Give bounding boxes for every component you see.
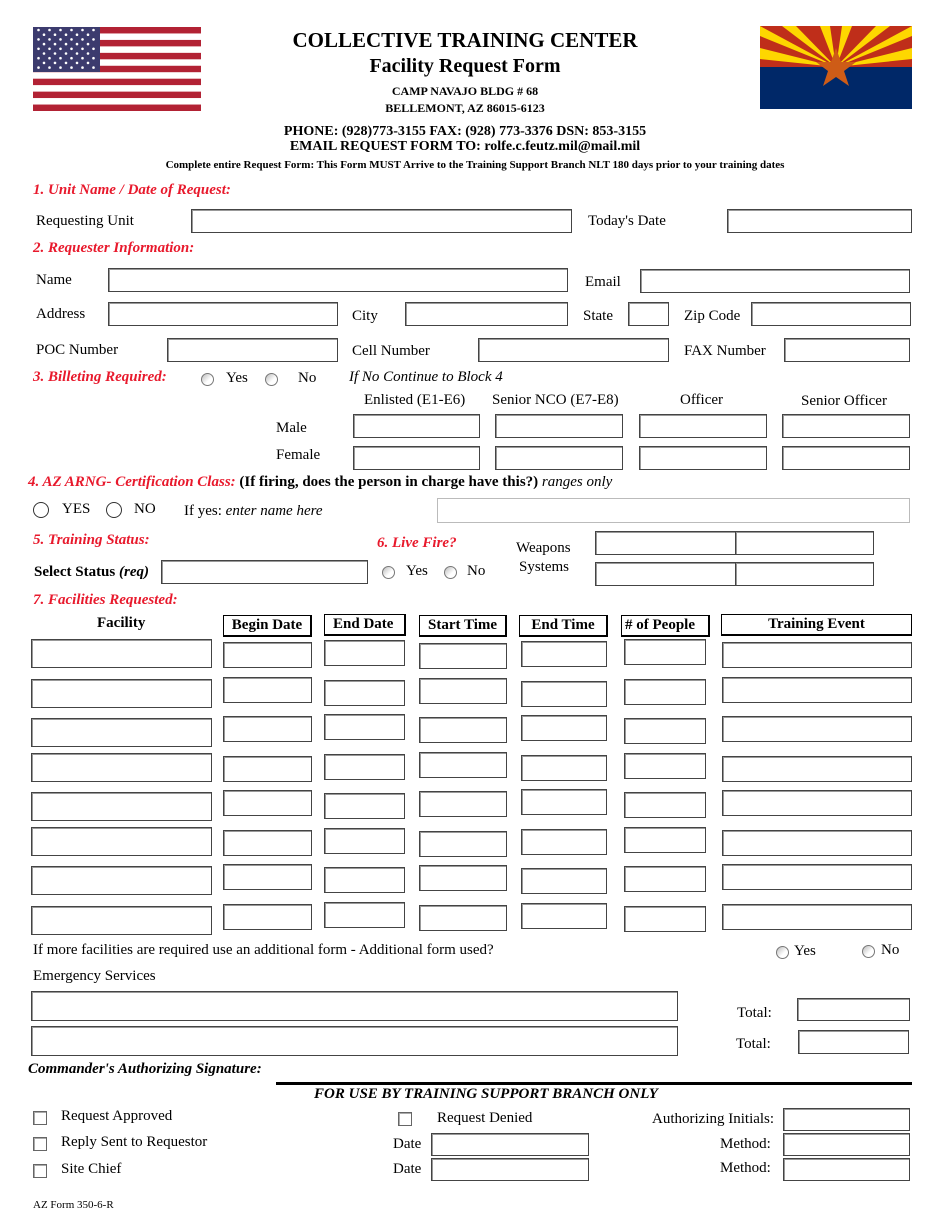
- header-address-line1: CAMP NAVAJO BLDG # 68: [391, 84, 539, 98]
- city-input[interactable]: [405, 302, 568, 326]
- facility-row-3-num-people-input[interactable]: [624, 718, 706, 744]
- form-subtitle: Facility Request Form: [369, 55, 561, 77]
- if-yes-text: If yes:: [184, 503, 222, 519]
- zip-code-input[interactable]: [751, 302, 911, 326]
- male-label: Male: [276, 420, 307, 436]
- request-approved-checkbox[interactable]: [33, 1111, 47, 1125]
- facility-row-5-start-time-input[interactable]: [419, 791, 507, 817]
- facility-row-8-training-event-input[interactable]: [722, 904, 912, 930]
- office-use-divider: [276, 1082, 912, 1085]
- reply-sent-label: Reply Sent to Requestor: [61, 1134, 208, 1150]
- training-status-select[interactable]: [161, 560, 368, 584]
- weapons-label-line2: Systems: [519, 559, 570, 575]
- male-senior-officer-input[interactable]: [782, 414, 910, 438]
- name-label: Name: [36, 272, 72, 288]
- request-approved-label: Request Approved: [61, 1108, 173, 1124]
- start-time-column-header: Start Time: [419, 615, 507, 637]
- facility-row-1-end-time-input[interactable]: [521, 641, 607, 667]
- fax-number-label: FAX Number: [684, 343, 766, 359]
- section6-title: 6. Live Fire?: [377, 535, 457, 551]
- poc-number-label: POC Number: [36, 342, 119, 358]
- facility-row-7-training-event-input[interactable]: [722, 864, 912, 890]
- facility-row-8-num-people-input[interactable]: [624, 906, 706, 932]
- billeting-no-radio[interactable]: [265, 373, 278, 386]
- facility-row-1-begin-date-input[interactable]: [223, 642, 312, 668]
- facility-row-6-end-time-input[interactable]: [521, 829, 607, 855]
- reply-date-input[interactable]: [431, 1133, 589, 1156]
- address-label: Address: [36, 306, 86, 322]
- zip-code-label: Zip Code: [684, 308, 741, 324]
- facility-row-4-training-event-input[interactable]: [722, 756, 912, 782]
- certification-no-radio[interactable]: [106, 502, 122, 518]
- end-time-column-header: End Time: [519, 615, 608, 637]
- male-enlisted-input[interactable]: [353, 414, 480, 438]
- additional-form-question: If more facilities are required use an additional form - Additional form used?: [33, 942, 494, 958]
- city-label: City: [352, 308, 378, 324]
- request-denied-label: Request Denied: [437, 1110, 533, 1126]
- select-status-label: [34, 564, 149, 581]
- female-label: Female: [276, 447, 321, 463]
- facility-row-3-training-event-input[interactable]: [722, 716, 912, 742]
- facility-row-6-facility-input[interactable]: [31, 827, 212, 856]
- additional-form-yes-radio[interactable]: [776, 946, 789, 959]
- senior-nco-column-label: Senior NCO (E7-E8): [492, 392, 619, 408]
- total-input-2[interactable]: [798, 1030, 909, 1054]
- commander-signature-label: Commander's Authorizing Signature:: [28, 1061, 262, 1077]
- form-number: AZ Form 350-6-R: [33, 1199, 114, 1211]
- facility-row-2-begin-date-input[interactable]: [223, 677, 312, 703]
- section4-title: 4. AZ ARNG- Certification Class:: [28, 474, 236, 490]
- weapons-label-line1: Weapons: [516, 540, 571, 556]
- facility-row-7-num-people-input[interactable]: [624, 866, 706, 892]
- header-email: EMAIL REQUEST FORM TO: rolfe.c.feutz.mil@mail.mil: [289, 139, 641, 154]
- section5-title: 5. Training Status:: [33, 532, 150, 548]
- facility-row-3-start-time-input[interactable]: [419, 717, 507, 743]
- senior-officer-column-label: Senior Officer: [801, 393, 887, 409]
- facility-row-5-num-people-input[interactable]: [624, 792, 706, 818]
- facility-row-7-begin-date-input[interactable]: [223, 864, 312, 890]
- name-input[interactable]: [108, 268, 568, 292]
- if-yes-label: [184, 503, 323, 520]
- facility-row-7-end-date-input[interactable]: [324, 867, 405, 893]
- billeting-no-label: No: [298, 370, 317, 386]
- site-chief-checkbox[interactable]: [33, 1164, 47, 1178]
- facility-row-8-start-time-input[interactable]: [419, 905, 507, 931]
- authorizing-initials-label: Authorizing Initials:: [652, 1111, 775, 1127]
- facility-row-2-training-event-input[interactable]: [722, 677, 912, 703]
- additional-form-no-radio[interactable]: [862, 945, 875, 958]
- facility-row-1-end-date-input[interactable]: [324, 640, 405, 666]
- arizona-flag-image: [760, 26, 912, 109]
- facility-row-4-num-people-input[interactable]: [624, 753, 706, 779]
- male-officer-input[interactable]: [639, 414, 767, 438]
- section4-ranges-note: ranges only: [541, 474, 613, 490]
- officer-column-label: Officer: [680, 392, 724, 408]
- facility-row-1-facility-input[interactable]: [31, 639, 212, 668]
- live-fire-yes-label: Yes: [406, 563, 428, 579]
- facility-row-7-facility-input[interactable]: [31, 866, 212, 895]
- live-fire-no-radio[interactable]: [444, 566, 457, 579]
- facility-row-2-end-time-input[interactable]: [521, 681, 607, 707]
- facility-row-6-training-event-input[interactable]: [722, 830, 912, 856]
- reply-method-input[interactable]: [783, 1133, 910, 1156]
- weapons-system-2b-input[interactable]: [735, 562, 874, 586]
- female-officer-input[interactable]: [639, 446, 767, 470]
- facility-row-8-facility-input[interactable]: [31, 906, 212, 935]
- female-enlisted-input[interactable]: [353, 446, 480, 470]
- facility-row-6-end-date-input[interactable]: [324, 828, 405, 854]
- facility-row-8-end-date-input[interactable]: [324, 902, 405, 928]
- enlisted-column-label: Enlisted (E1-E6): [364, 392, 466, 408]
- facility-row-6-num-people-input[interactable]: [624, 827, 706, 853]
- facility-row-7-end-time-input[interactable]: [521, 868, 607, 894]
- certification-yes-label: YES: [62, 501, 91, 517]
- live-fire-no-label: No: [467, 563, 486, 579]
- site-chief-method-input[interactable]: [783, 1158, 910, 1181]
- facility-row-2-start-time-input[interactable]: [419, 678, 507, 704]
- facility-row-1-training-event-input[interactable]: [722, 642, 912, 668]
- facility-row-1-start-time-input[interactable]: [419, 643, 507, 669]
- facility-row-6-start-time-input[interactable]: [419, 831, 507, 857]
- billeting-yes-label: Yes: [226, 370, 248, 386]
- form-title: COLLECTIVE TRAINING CENTER: [292, 28, 638, 52]
- facility-row-2-num-people-input[interactable]: [624, 679, 706, 705]
- female-senior-officer-input[interactable]: [782, 446, 910, 470]
- cell-number-label: Cell Number: [352, 343, 430, 359]
- requesting-unit-label: Requesting Unit: [36, 213, 134, 229]
- facility-row-4-start-time-input[interactable]: [419, 752, 507, 778]
- if-yes-hint: enter name here: [225, 503, 323, 519]
- reply-sent-checkbox[interactable]: [33, 1137, 47, 1151]
- section4-question: (If firing, does the person in charge have this?): [239, 474, 539, 490]
- weapons-system-2a-input[interactable]: [595, 562, 736, 586]
- facility-row-8-end-time-input[interactable]: [521, 903, 607, 929]
- reply-date-label: Date: [393, 1136, 422, 1152]
- training-event-column-header: Training Event: [721, 614, 912, 636]
- facility-row-7-start-time-input[interactable]: [419, 865, 507, 891]
- facility-column-header: Facility: [97, 615, 146, 631]
- certification-yes-radio[interactable]: [33, 502, 49, 518]
- certification-no-label: NO: [134, 501, 156, 517]
- todays-date-input[interactable]: [727, 209, 912, 233]
- select-status-required: (req): [119, 564, 149, 580]
- state-input[interactable]: [628, 302, 669, 326]
- site-chief-label: Site Chief: [61, 1161, 122, 1177]
- us-flag-image: [33, 27, 201, 111]
- facility-row-5-facility-input[interactable]: [31, 792, 212, 821]
- email-label: Email: [585, 274, 621, 290]
- additional-form-yes-label: Yes: [794, 943, 816, 959]
- cell-number-input[interactable]: [478, 338, 669, 362]
- billeting-note: If No Continue to Block 4: [349, 369, 503, 385]
- facility-row-4-end-date-input[interactable]: [324, 754, 405, 780]
- facility-row-5-end-time-input[interactable]: [521, 789, 607, 815]
- begin-date-column-header: Begin Date: [223, 615, 312, 637]
- section4-heading: [28, 474, 612, 491]
- facility-row-1-num-people-input[interactable]: [624, 639, 706, 665]
- emergency-services-input-1[interactable]: [31, 991, 678, 1021]
- total-label-1: Total:: [737, 1005, 772, 1021]
- billeting-yes-radio[interactable]: [201, 373, 214, 386]
- fax-number-input[interactable]: [784, 338, 910, 362]
- facility-row-3-facility-input[interactable]: [31, 718, 212, 747]
- request-denied-checkbox[interactable]: [398, 1112, 412, 1126]
- state-label: State: [583, 308, 613, 324]
- select-status-text: Select Status: [34, 564, 116, 580]
- section7-title: 7. Facilities Requested:: [33, 592, 178, 608]
- facility-row-2-facility-input[interactable]: [31, 679, 212, 708]
- facility-row-6-begin-date-input[interactable]: [223, 830, 312, 856]
- end-date-column-header: End Date: [324, 614, 406, 636]
- site-chief-date-label: Date: [393, 1161, 422, 1177]
- facility-row-4-facility-input[interactable]: [31, 753, 212, 782]
- facility-row-3-begin-date-input[interactable]: [223, 716, 312, 742]
- facility-row-3-end-date-input[interactable]: [324, 714, 405, 740]
- facility-row-4-begin-date-input[interactable]: [223, 756, 312, 782]
- header-notice: Complete entire Request Form: This Form MUST Arrive to the Training Support Branch NLT 180 days prior to your training dates: [165, 159, 785, 171]
- certified-person-name-input[interactable]: [437, 498, 910, 523]
- reply-method-label: Method:: [720, 1136, 771, 1152]
- email-input[interactable]: [640, 269, 910, 293]
- facility-row-5-end-date-input[interactable]: [324, 793, 405, 819]
- section2-title: 2. Requester Information:: [33, 240, 195, 256]
- site-chief-date-input[interactable]: [431, 1158, 589, 1181]
- header-address-line2: BELLEMONT, AZ 86015-6123: [385, 101, 545, 115]
- office-use-title: FOR USE BY TRAINING SUPPORT BRANCH ONLY: [314, 1086, 658, 1102]
- facility-row-3-end-time-input[interactable]: [521, 715, 607, 741]
- header-phone: PHONE: (928)773-3155 FAX: (928) 773-3376 DSN: 853-3155: [283, 124, 647, 139]
- facility-row-2-end-date-input[interactable]: [324, 680, 405, 706]
- weapons-system-1b-input[interactable]: [735, 531, 874, 555]
- section1-title: 1. Unit Name / Date of Request:: [33, 182, 231, 198]
- todays-date-label: Today's Date: [588, 213, 666, 229]
- total-input-1[interactable]: [797, 998, 910, 1021]
- facility-row-8-begin-date-input[interactable]: [223, 904, 312, 930]
- requesting-unit-input[interactable]: [191, 209, 572, 233]
- section3-title: 3. Billeting Required:: [33, 369, 167, 385]
- emergency-services-input-2[interactable]: [31, 1026, 678, 1056]
- num-people-column-header: # of People: [621, 615, 710, 637]
- facility-row-5-training-event-input[interactable]: [722, 790, 912, 816]
- total-label-2: Total:: [736, 1036, 771, 1052]
- facility-row-4-end-time-input[interactable]: [521, 755, 607, 781]
- live-fire-yes-radio[interactable]: [382, 566, 395, 579]
- weapons-system-1a-input[interactable]: [595, 531, 736, 555]
- authorizing-initials-input[interactable]: [783, 1108, 910, 1131]
- address-input[interactable]: [108, 302, 338, 326]
- site-chief-method-label: Method:: [720, 1160, 771, 1176]
- male-senior-nco-input[interactable]: [495, 414, 623, 438]
- poc-number-input[interactable]: [167, 338, 338, 362]
- additional-form-no-label: No: [881, 942, 900, 958]
- emergency-services-label: Emergency Services: [33, 968, 156, 984]
- female-senior-nco-input[interactable]: [495, 446, 623, 470]
- facility-row-5-begin-date-input[interactable]: [223, 790, 312, 816]
